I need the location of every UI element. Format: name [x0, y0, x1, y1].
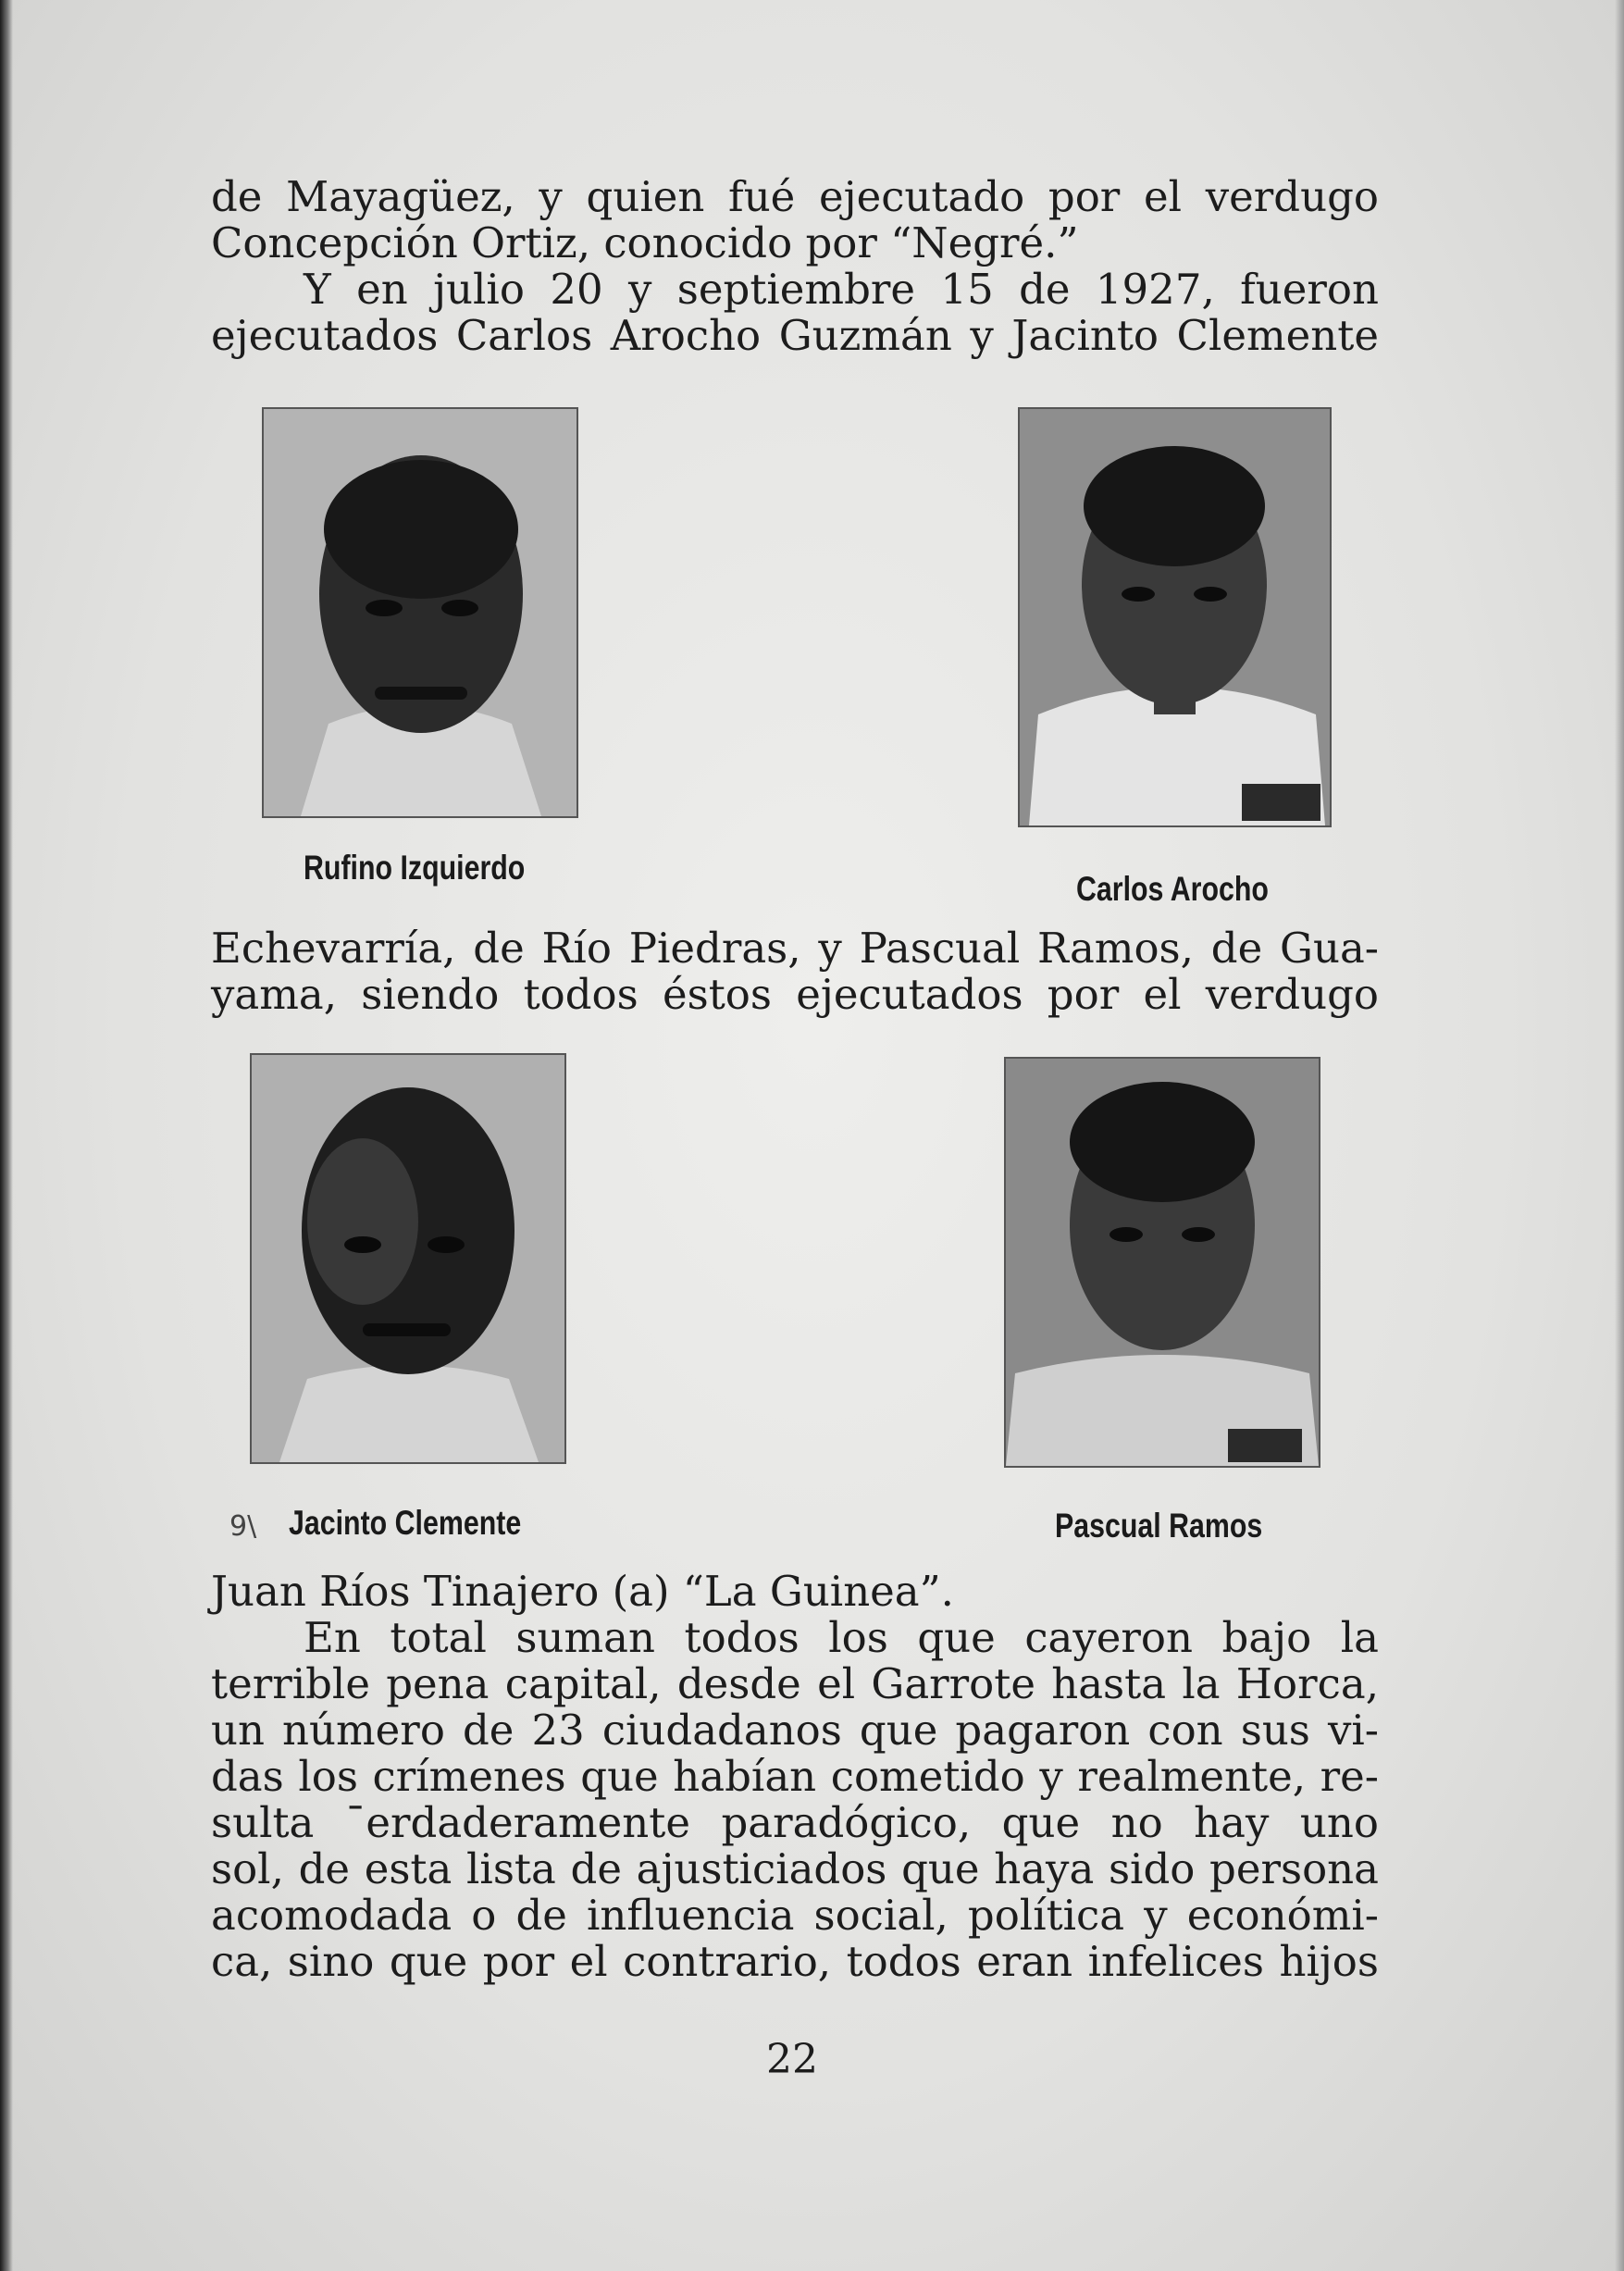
- text-line: un número de 23 ciudadanos que pagaron con sus vi-: [211, 1706, 1379, 1755]
- page-number: 22: [766, 2036, 818, 2083]
- page-left-edge-shadow: [0, 0, 13, 2271]
- portrait-photo-rufino-izquierdo: [262, 407, 578, 818]
- photo-caption: Jacinto Clemente: [289, 1504, 522, 1542]
- text-line: ejecutados Carlos Arocho Guzmán y Jacinto Clemente: [211, 311, 1379, 360]
- paragraph-middle: [211, 925, 1379, 1018]
- text-line: Concepción Ortiz, conocido por “Negré.”: [211, 218, 1079, 267]
- text-line: Juan Ríos Tinajero (a) “La Guinea”.: [211, 1567, 954, 1616]
- text-line: sulta ˉerdaderamente paradógico, que no hay uno: [211, 1798, 1379, 1847]
- text-line: En total suman todos los que cayeron bajo la: [304, 1613, 1379, 1662]
- photo-caption: Pascual Ramos: [1055, 1507, 1263, 1545]
- portrait-photo-jacinto-clemente: [250, 1053, 566, 1464]
- text-line: das los crímenes que habían cometido y realmente, re-: [211, 1752, 1379, 1801]
- text-line: acomodada o de influencia social, política y económi-: [211, 1891, 1379, 1940]
- text-line: terrible pena capital, desde el Garrote hasta la Horca,: [211, 1659, 1379, 1708]
- text-line: sol, de esta lista de ajusticiados que haya sido persona: [211, 1844, 1379, 1893]
- portrait-photo-carlos-arocho: [1018, 407, 1332, 827]
- photo-caption: Rufino Izquierdo: [304, 849, 526, 887]
- text-line: de Mayagüez, y quien fué ejecutado por el verdugo: [211, 172, 1379, 221]
- paragraph-bottom: [211, 1569, 1379, 1985]
- portrait-photo-pascual-ramos: [1004, 1057, 1320, 1468]
- text-line: yama, siendo todos éstos ejecutados por el verdugo: [211, 970, 1379, 1019]
- paragraph-top: [211, 174, 1379, 359]
- text-line: Echevarría, de Río Piedras, y Pascual Ramos, de Gua-: [211, 924, 1379, 973]
- page-right-edge-shadow: [1615, 0, 1624, 2271]
- stray-pen-mark: 9\: [229, 1510, 257, 1543]
- text-line: Y en julio 20 y septiembre 15 de 1927, fueron: [304, 265, 1379, 314]
- photo-caption: Carlos Arocho: [1076, 870, 1269, 908]
- text-line: ca, sino que por el contrario, todos eran infelices hijos: [211, 1937, 1379, 1986]
